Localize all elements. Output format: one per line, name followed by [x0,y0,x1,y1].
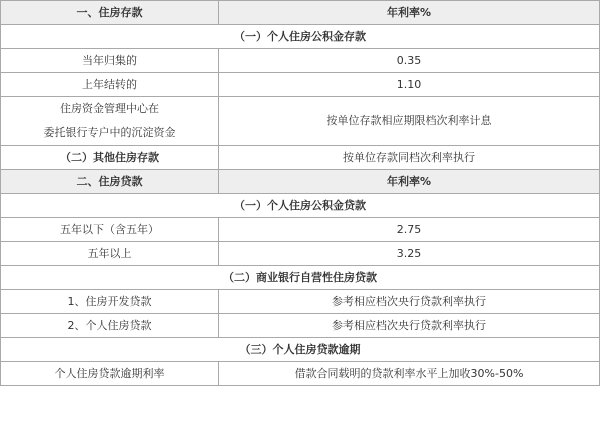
subsection-row [1,194,600,218]
row-label: 1、住房开发贷款 [1,290,219,314]
row-label-line: 住房资金管理中心在 [60,102,159,115]
subsection-label: （二）其他住房存款 [1,146,219,170]
row-label [1,97,219,146]
table-row [1,290,600,314]
row-value: 按单位存款同档次利率执行 [219,146,600,170]
table-row [1,314,600,338]
table-row [1,218,600,242]
table-row [1,73,600,97]
row-value: 2.75 [219,218,600,242]
row-value: 3.25 [219,242,600,266]
row-label-line: 委托银行专户中的沉淀资金 [43,126,176,139]
table-row [1,49,600,73]
rate-column-header: 年利率% [219,170,600,194]
section-header-housing-loans [1,170,600,194]
row-label: 五年以下（含五年） [1,218,219,242]
table-row [1,146,600,170]
subsection-title: （二）商业银行自营性住房贷款 [1,266,600,290]
row-value: 1.10 [219,73,600,97]
row-value: 参考相应档次央行贷款利率执行 [219,314,600,338]
subsection-title: （三）个人住房贷款逾期 [1,338,600,362]
table-row [1,97,600,146]
subsection-row [1,266,600,290]
subsection-row [1,338,600,362]
row-value: 0.35 [219,49,600,73]
row-value: 按单位存款相应期限档次利率计息 [219,97,600,146]
row-label: 2、个人住房贷款 [1,314,219,338]
section-title: 一、住房存款 [1,1,219,25]
row-label: 上年结转的 [1,73,219,97]
row-value: 参考相应档次央行贷款利率执行 [219,290,600,314]
section-header-housing-deposits [1,1,600,25]
row-label: 五年以上 [1,242,219,266]
row-label: 个人住房贷款逾期利率 [1,362,219,386]
table-row [1,242,600,266]
subsection-title: （一）个人住房公积金贷款 [1,194,600,218]
row-label: 当年归集的 [1,49,219,73]
subsection-title: （一）个人住房公积金存款 [1,25,600,49]
section-title: 二、住房贷款 [1,170,219,194]
row-value: 借款合同载明的贷款利率水平上加收30%-50% [219,362,600,386]
subsection-row [1,25,600,49]
table-row [1,362,600,386]
rate-column-header: 年利率% [219,1,600,25]
